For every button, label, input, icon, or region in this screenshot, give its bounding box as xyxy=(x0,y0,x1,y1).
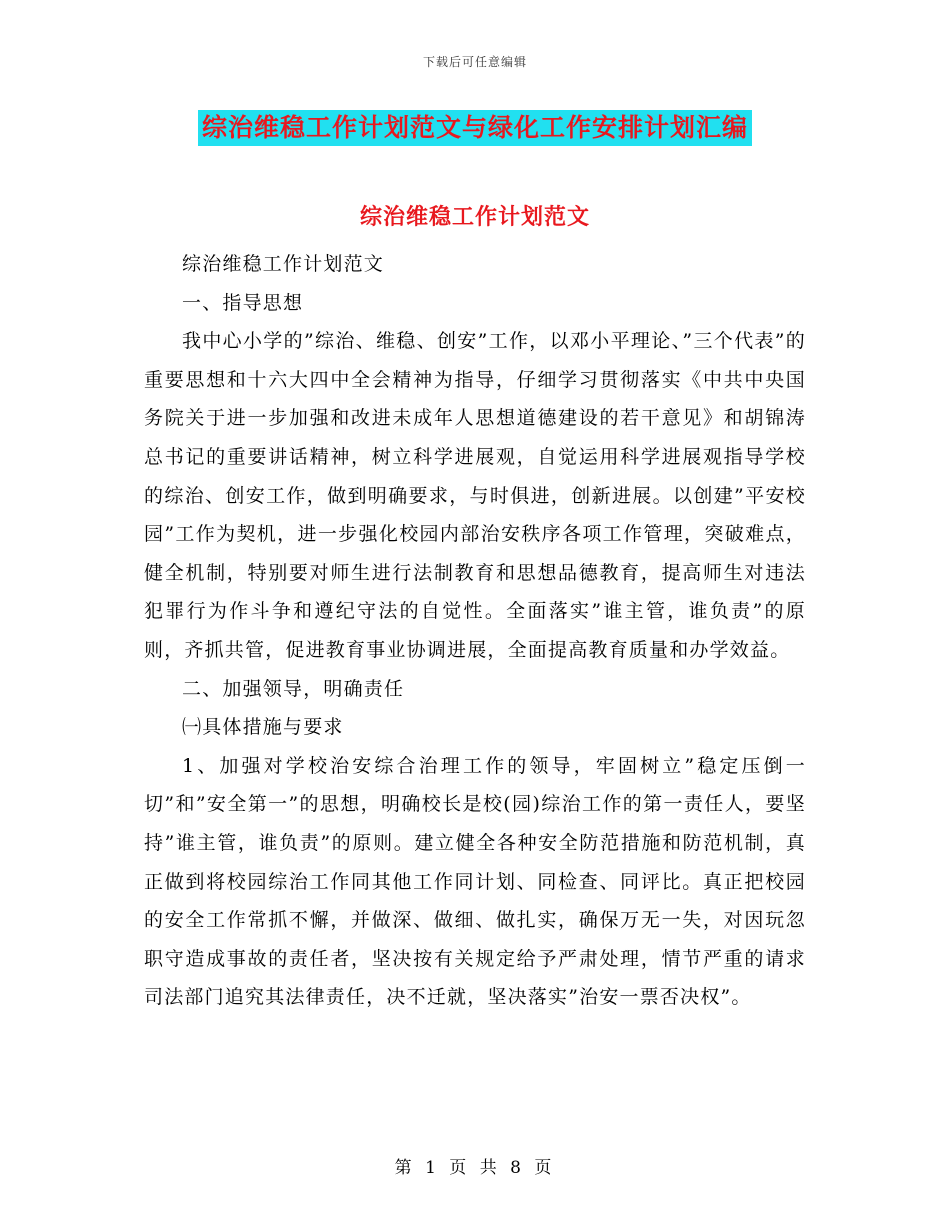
header-note: 下载后可任意编辑 xyxy=(422,55,527,69)
document-body xyxy=(144,245,806,1017)
paragraph-guiding-ideology: 我中心小学的”综治、维稳、创安”工作，以邓小平理论、”三个代表”的重要思想和十六大四中全会精神为指导，仔细学习贯彻落实《中共中央国务院关于进一步加强和改进未成年人思想道德建设的若干意见》和胡锦涛总书记的重要讲话精神，树立科学进展观，自觉运用科学进展观指导学校的综治、创安工作，做到明确要求，与时俱进，创新进展。以创建”平安校园”工作为契机，进一步强化校园内部治安秩序各项工作管理，突破难点，健全机制，特别要对师生进行法制教育和思想品德教育，提高师生对违法犯罪行为作斗争和遵纪守法的自觉性。全面落实”谁主管，谁负责”的原则，齐抓共管，促进教育事业协调进展，全面提高教育质量和办学效益。 xyxy=(144,330,806,661)
paragraph-intro: 综治维稳工作计划范文 xyxy=(182,253,385,275)
section-title: 综治维稳工作计划范文 xyxy=(359,204,590,230)
main-title-container xyxy=(0,110,950,146)
page-indicator: 第 1 页 共 8 页 xyxy=(394,1158,556,1178)
heading-guiding-ideology: 一、指导思想 xyxy=(182,291,304,314)
heading-leadership: 二、加强领导，明确责任 xyxy=(182,677,405,700)
heading-measures: ㈠具体措施与要求 xyxy=(182,716,344,739)
document-title: 综治维稳工作计划范文与绿化工作安排计划汇编 xyxy=(198,110,752,146)
paragraph-measure-1: 1、加强对学校治安综合治理工作的领导，牢固树立”稳定压倒一切”和”安全第一”的思想，明确校长是校(园)综治工作的第一责任人，要坚持”谁主管，谁负责”的原则。建立健全各种安全防范措施和防范机制，真正做到将校园综治工作同其他工作同计划、同检查、同评比。真正把校园的安全工作常抓不懈，并做深、做细、做扎实，确保万无一失，对因玩忽职守造成事故的责任者，坚决按有关规定给予严肃处理，情节严重的请求司法部门追究其法律责任，决不迁就，坚决落实”治安一票否决权”。 xyxy=(144,754,806,1009)
